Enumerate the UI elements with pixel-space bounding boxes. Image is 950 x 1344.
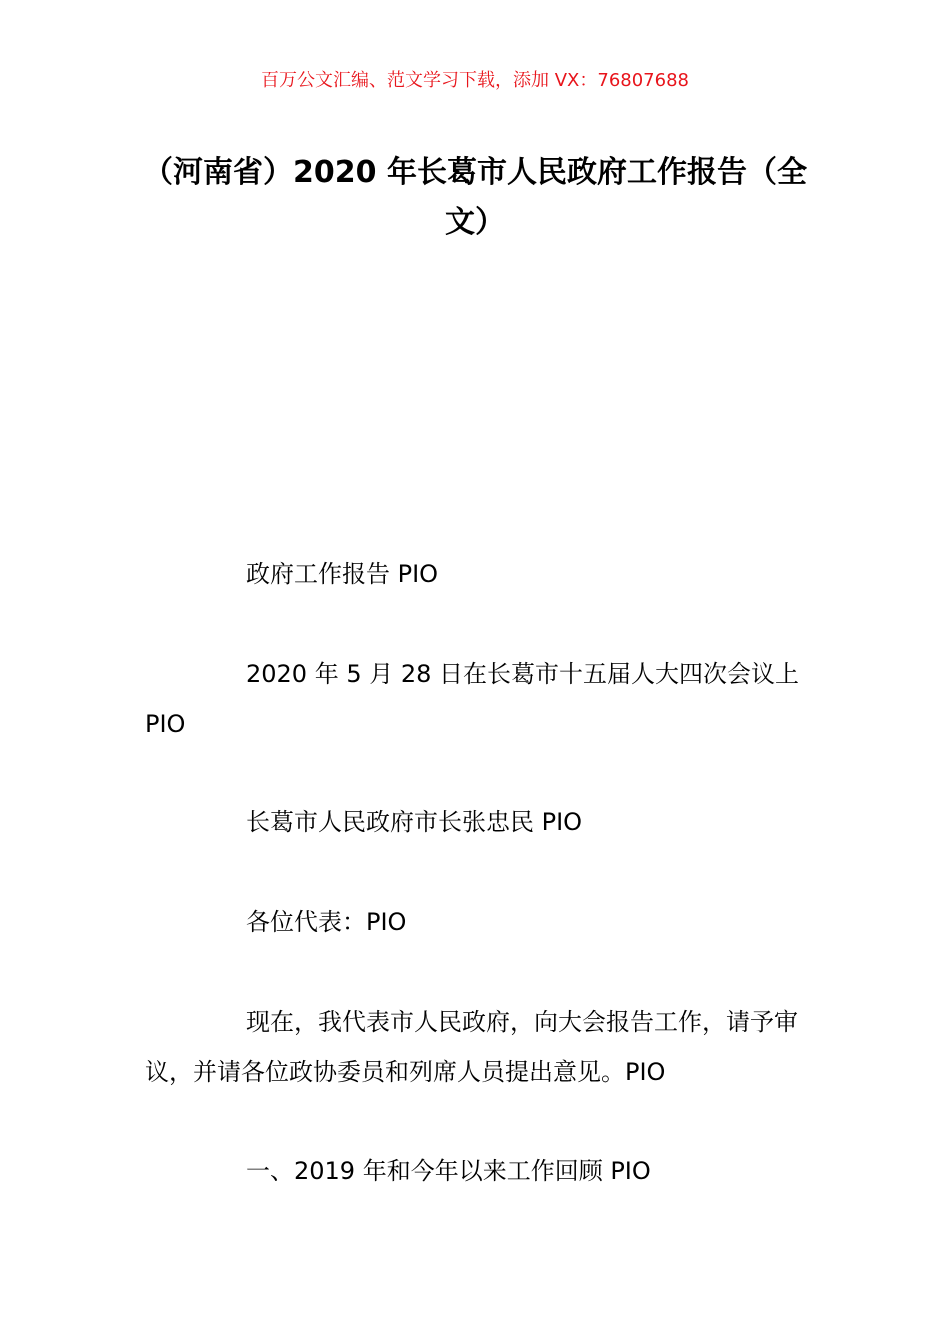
header-promo-note: 百万公文汇编、范文学习下载，添加 VX：76807688 bbox=[261, 70, 689, 91]
paragraph-report-label: 政府工作报告 PIO bbox=[246, 560, 439, 588]
paragraph-meeting-date: 2020 年 5 月 28 日在长葛市十五届人大四次会议上 PIO bbox=[145, 660, 800, 738]
paragraph-speaker: 长葛市人民政府市长张忠民 PIO bbox=[246, 808, 583, 836]
paragraph-opening: 现在，我代表市人民政府，向大会报告工作，请予审议，并请各位政协委员和列席人员提出意见。PIO bbox=[145, 1008, 798, 1086]
section-heading-review: 一、2019 年和今年以来工作回顾 PIO bbox=[246, 1157, 651, 1185]
paragraph-salutation: 各位代表：PIO bbox=[246, 908, 407, 936]
document-title: （河南省）2020 年长葛市人民政府工作报告（全文） bbox=[143, 155, 807, 240]
